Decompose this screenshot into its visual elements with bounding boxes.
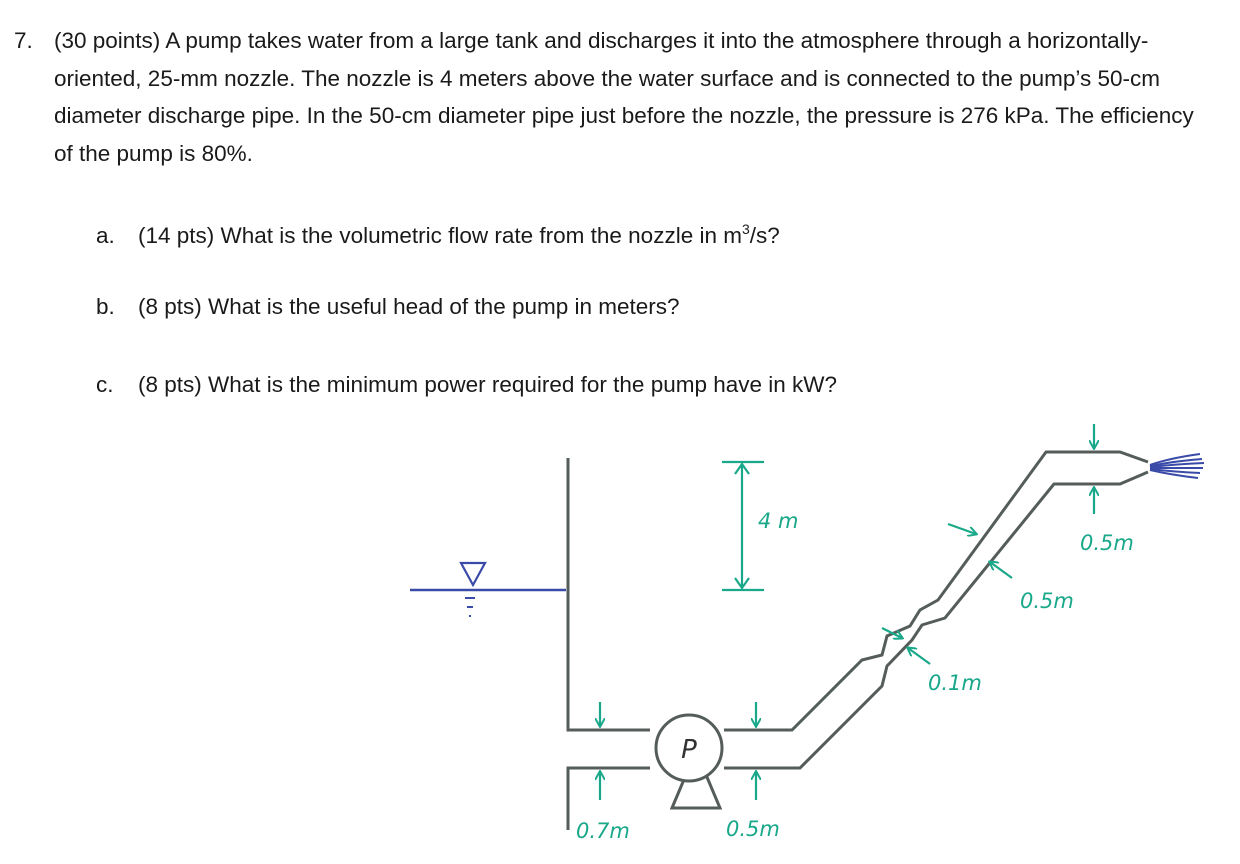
part-b-text: (8 pts) What is the useful head of the pump in meters? [138,294,680,319]
reducer-arrow-bottom [908,648,930,664]
problem-statement: (30 points) A pump takes water from a large tank and discharges it into the atmosphere through a horizontally-oriented, 25-mm nozzle. The nozzle is 4 meters above the water surface and is connected to the pump’s 50-cm diameter discharge pipe. In the 50-cm diameter pipe just before the nozzle, the pressure is 276 kPa. The efficiency of the pump is 80%. [54,28,1194,166]
part-b-label: b. [96,294,115,319]
pump-label: P [681,735,697,765]
suction-diameter-label: 0.7m [576,819,630,843]
part-c-text: (8 pts) What is the minimum power required for the pump have in kW? [138,372,838,397]
part-a-text: (14 pts) What is the volumetric flow rate from the nozzle in m [138,223,742,248]
reducer-diameter-label: 0.1m [928,671,982,695]
free-surface-symbol-icon [461,563,485,585]
nozzle-pipe-diameter-label: 0.5m [1080,531,1134,555]
part-a-text-end: /s? [749,223,780,248]
upper-pipe-arrow-bottom [990,562,1012,578]
part-c-label: c. [96,372,114,397]
water-jet [1150,454,1204,478]
part-a-label: a. [96,223,115,248]
upper-pipe-arrow-top [948,524,976,534]
upper-pipe-diameter-label: 0.5m [1020,589,1074,613]
tank [568,458,650,830]
height-label: 4 m [758,509,799,533]
discharge-pipe [724,452,1148,768]
water-surface [410,563,566,616]
part-a-superscript: 3 [741,221,750,237]
problem-number: 7. [14,28,33,53]
discharge-diameter-label: 0.5m [726,817,780,841]
tank-wall [568,458,650,730]
pump [656,715,722,808]
